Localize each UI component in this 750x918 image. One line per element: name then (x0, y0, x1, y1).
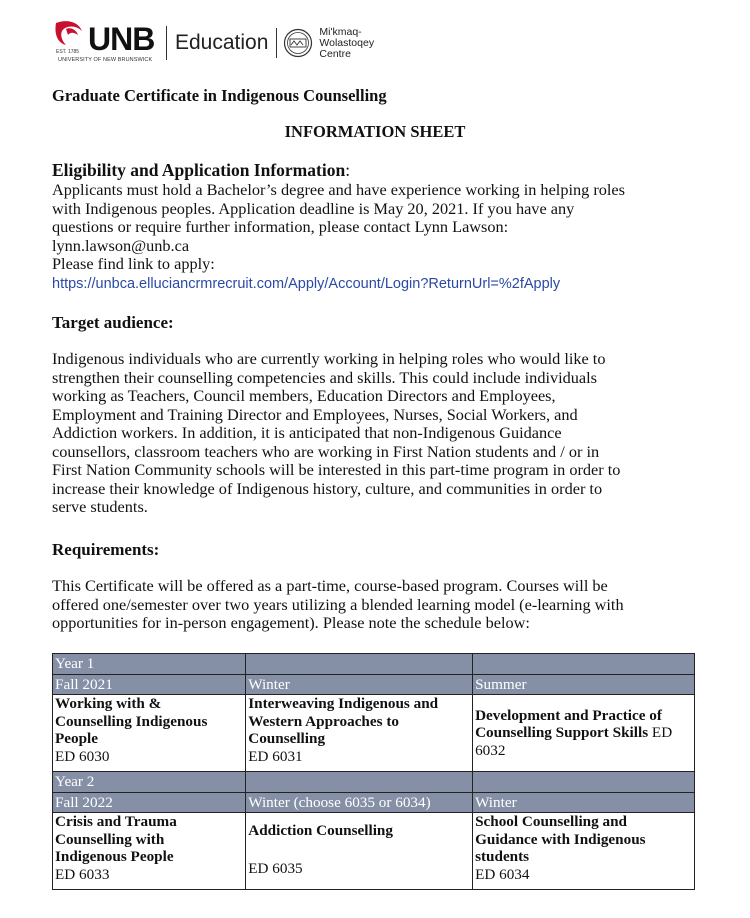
course-title-line: Counselling Support Skills (475, 724, 649, 742)
course-title-line: Development and Practice of (475, 706, 662, 724)
application-link[interactable]: https://unbca.elluciancrmrecruit.com/Apply/Account/Login?ReturnUrl=%2fApply (52, 275, 561, 292)
requirements-body (52, 577, 712, 633)
document-title: Graduate Certificate in Indigenous Counselling (52, 86, 387, 105)
course-code: 6032 (475, 741, 506, 759)
eligibility-line: questions or require further information, please contact Lynn Lawson: (52, 217, 509, 236)
eligibility-line: Applicants must hold a Bachelor’s degree and have experience working in helping roles (52, 180, 625, 199)
target-audience-heading: Target audience: (52, 313, 174, 332)
course-title-line: Crisis and Trauma (55, 813, 177, 830)
audience-line: Employment and Training Director and Employees, Nurses, Social Workers, and (52, 404, 578, 424)
year1-courses-row (53, 695, 695, 772)
course-code: ED 6035 (248, 859, 303, 877)
course-title-line: Working with & (55, 695, 162, 712)
contact-email: lynn.lawson@unb.ca (52, 235, 190, 255)
target-audience-section (52, 313, 712, 517)
target-audience-body (52, 350, 712, 517)
year2-courses-row (53, 813, 695, 890)
course-cell (53, 813, 246, 890)
course-title-line: Indigenous People (55, 848, 174, 865)
eligibility-heading-colon: : (345, 160, 351, 180)
term-cell: Fall 2022 (53, 793, 246, 813)
year2-terms-row (53, 793, 695, 813)
course-title-line: School Counselling and (475, 813, 628, 830)
term-cell: Fall 2021 (53, 675, 246, 695)
audience-line: serve students. (52, 497, 148, 516)
course-title-line: Western Approaches to (248, 712, 399, 730)
audience-line: strengthen their counselling competencies and skills. This could include individuals (52, 367, 598, 387)
centre-name (319, 27, 374, 60)
year1-blank (246, 654, 473, 675)
header-logos (52, 18, 374, 68)
requirements-line: opportunities for in-person engagement). Please note the schedule below: (52, 613, 530, 632)
course-code: ED 6033 (55, 865, 110, 883)
audience-line: counsellors, classroom teachers who are working in First Nation students and / or in (52, 441, 600, 461)
centre-line-1: Mi'kmaq- (319, 25, 362, 38)
eligibility-line: with Indigenous peoples. Application deadline is May 20, 2021. If you have any (52, 198, 575, 218)
mwc-centre-icon (283, 28, 313, 58)
eligibility-section (52, 160, 712, 292)
course-cell (473, 695, 695, 772)
unb-crest-icon (52, 19, 88, 53)
year2-blank (473, 772, 695, 793)
term-cell: Winter (473, 793, 695, 813)
audience-line: increase their knowledge of Indigenous history, culture, and communities in order to (52, 478, 603, 498)
audience-line: Indigenous individuals who are currently working in helping roles who would like to (52, 349, 606, 368)
course-cell (473, 813, 695, 890)
course-cell (246, 695, 473, 772)
centre-line-2: Wolastoqey (319, 36, 375, 49)
course-code: ED 6031 (248, 747, 303, 765)
course-title-line: Addiction Counselling (248, 822, 393, 839)
eligibility-body (52, 181, 712, 274)
eligibility-line: Please find link to apply: (52, 254, 215, 273)
audience-line: working as Teachers, Council members, Education Directors and Employees, (52, 386, 556, 405)
eligibility-heading-text: Eligibility and Application Information (52, 160, 346, 180)
course-title-line: Interweaving Indigenous and (248, 695, 439, 712)
course-cell (53, 695, 246, 772)
year1-label: Year 1 (53, 654, 246, 675)
schedule-table (52, 653, 695, 890)
course-title-line: students (475, 848, 530, 865)
term-cell: Summer (473, 675, 695, 695)
audience-line: Addiction workers. In addition, it is anticipated that non-Indigenous Guidance (52, 423, 562, 442)
document-subtitle: INFORMATION SHEET (284, 122, 466, 141)
year1-blank (473, 654, 695, 675)
requirements-line: This Certificate will be offered as a part-time, course-based program. Courses will be (52, 576, 608, 595)
course-title-line: Guidance with Indigenous (475, 830, 646, 848)
course-code: ED 6030 (55, 747, 110, 765)
course-title-line: Counselling (248, 730, 326, 747)
centre-line-3: Centre (319, 47, 351, 60)
course-cell (246, 813, 473, 890)
term-cell: Winter (246, 675, 473, 695)
unb-wordmark: UNB (88, 21, 155, 57)
requirements-section (52, 540, 712, 633)
requirements-heading: Requirements: (52, 540, 160, 559)
course-code: ED (651, 724, 673, 742)
term-cell: Winter (choose 6035 or 6034) (246, 793, 473, 813)
logo-divider-2 (276, 28, 277, 58)
course-title-line: People (55, 730, 99, 747)
faculty-name: Education (175, 31, 269, 54)
unb-subtitle: UNIVERSITY OF NEW BRUNSWICK (58, 57, 153, 63)
year2-row (53, 772, 695, 793)
audience-line: First Nation Community schools will be interested in this part-time program in order to (52, 460, 621, 479)
course-title-line: Counselling Indigenous (55, 712, 208, 730)
year2-blank (246, 772, 473, 793)
course-title-line: Counselling with (55, 830, 165, 848)
unb-est: EST. 1785 (56, 49, 80, 55)
eligibility-heading (52, 160, 712, 181)
course-code: ED 6034 (475, 865, 530, 883)
year2-label: Year 2 (53, 772, 246, 793)
year1-terms-row (53, 675, 695, 695)
logo-divider (166, 26, 167, 60)
requirements-line: offered one/semester over two years utilizing a blended learning model (e-learning with (52, 594, 624, 614)
unb-logo (52, 19, 160, 67)
year1-row (53, 654, 695, 675)
